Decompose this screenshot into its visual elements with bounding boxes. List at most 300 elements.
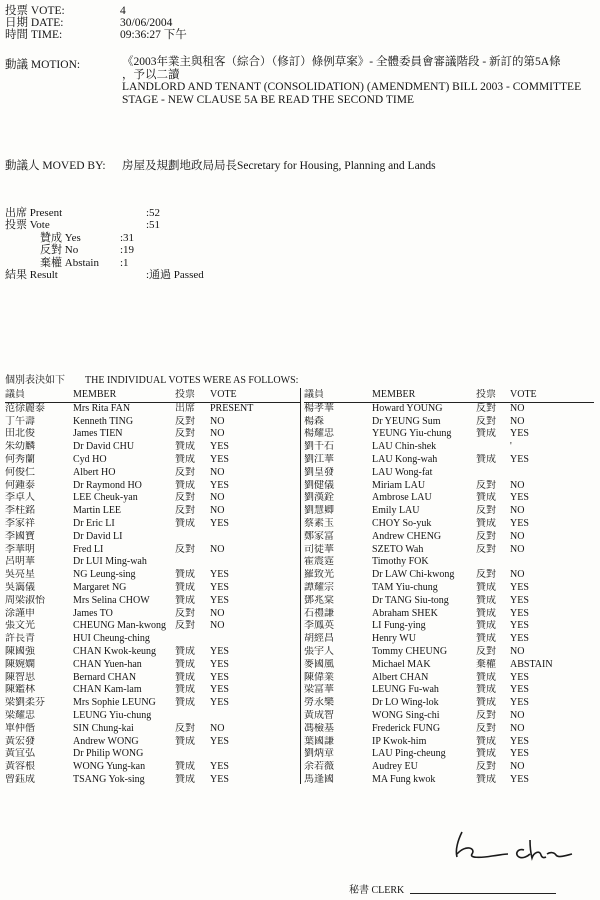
table-row <box>304 428 594 441</box>
vote-en: NO <box>210 620 225 632</box>
member-name-zh: 李鳳英 <box>304 620 334 632</box>
yes-value: :31 <box>120 232 135 244</box>
votes-table-right <box>304 389 594 787</box>
vote-en: NO <box>510 569 525 581</box>
individual-votes-title-en: THE INDIVIDUAL VOTES WERE AS FOLLOWS: <box>85 375 299 386</box>
vote-en: YES <box>210 517 229 529</box>
member-name-en: Tommy CHEUNG <box>372 645 448 657</box>
vote-zh: 贊成 <box>175 735 195 747</box>
vote-zh: 贊成 <box>175 645 195 657</box>
table-row <box>304 697 594 710</box>
member-name-zh: 鄭家富 <box>304 530 334 542</box>
member-name-zh: 曾鈺成 <box>5 773 35 785</box>
vote-zh <box>175 710 210 723</box>
member-name-zh: 劉江華 <box>304 453 334 465</box>
table-row <box>304 531 594 544</box>
table-row <box>304 774 594 787</box>
time-label: 時間 TIME: <box>5 29 63 41</box>
votes-left-body <box>5 402 300 786</box>
member-name-zh: 陳鑑林 <box>5 684 35 696</box>
member-name-en: Dr LO Wing-lok <box>372 697 439 709</box>
member-name-zh: 呂明華 <box>5 556 35 568</box>
member-name-zh: 黃宏發 <box>5 735 35 747</box>
vote-en: YES <box>510 748 529 760</box>
member-name-zh: 丁午壽 <box>5 415 35 427</box>
motion-english-line1: LANDLORD AND TENANT (CONSOLIDATION) (AMENDMENT) BILL 2003 - COMMITTEE <box>122 81 582 93</box>
table-row <box>304 736 594 749</box>
vote-en <box>510 467 594 480</box>
vote-en: YES <box>210 658 229 670</box>
member-name-en: Margaret NG <box>73 581 127 593</box>
vote-en <box>210 748 300 761</box>
member-name-zh: 劉炳章 <box>304 748 334 760</box>
table-row <box>304 646 594 659</box>
member-name-zh: 劉皇發 <box>304 466 334 478</box>
table-row <box>5 620 300 633</box>
table-row <box>5 441 300 454</box>
moved-by-label: 動議人 MOVED BY: <box>5 160 106 172</box>
member-name-en: Mrs Selina CHOW <box>73 594 150 606</box>
member-name-zh: 李華明 <box>5 543 35 555</box>
table-row <box>5 748 300 761</box>
member-name-zh: 陳婉嫻 <box>5 658 35 670</box>
vote-en: NO <box>510 505 525 517</box>
vote-en: YES <box>210 594 229 606</box>
vote-zh: 贊成 <box>175 658 195 670</box>
table-row <box>304 659 594 672</box>
member-name-zh: 田北俊 <box>5 428 35 440</box>
col-vote-en: VOTE <box>210 389 300 402</box>
member-name-en: TSANG Yok-sing <box>73 773 145 785</box>
member-name-en: Dr YEUNG Sum <box>372 415 441 427</box>
vote-en: NO <box>210 722 225 734</box>
vote-en: ABSTAIN <box>510 658 553 670</box>
vote-en: NO <box>210 415 225 427</box>
vote-zh <box>175 556 210 569</box>
col-member-zh: 議員 <box>304 389 372 402</box>
member-name-en: Timothy FOK <box>372 556 429 568</box>
vote-en: YES <box>510 517 529 529</box>
vote-en: YES <box>510 607 529 619</box>
table-row <box>304 608 594 621</box>
table-row <box>304 505 594 518</box>
vote-zh: 贊成 <box>175 479 195 491</box>
table-row <box>5 454 300 467</box>
member-name-en: LAU Wong-fat <box>372 466 433 478</box>
clerk-signature <box>448 824 578 864</box>
member-name-en: Dr LUI Ming-wah <box>73 556 147 568</box>
vote-zh: 反對 <box>476 479 496 491</box>
member-name-en: MA Fung kwok <box>372 773 436 785</box>
member-name-en: James TO <box>73 607 113 619</box>
motion-chinese-line2: ，予以二讀 <box>122 68 180 81</box>
vote-en <box>210 556 300 569</box>
table-row <box>5 723 300 736</box>
vote-zh: 贊成 <box>175 441 195 453</box>
member-name-en: Fred LI <box>73 543 104 555</box>
motion-english-line2: STAGE - NEW CLAUSE 5A BE READ THE SECOND TIME <box>122 93 415 106</box>
member-name-zh: 楊孝華 <box>304 402 334 414</box>
vote-zh: 贊成 <box>175 671 195 683</box>
member-name-zh: 陳國強 <box>5 645 35 657</box>
table-row <box>304 672 594 685</box>
member-name-en: WONG Yung-kan <box>73 761 146 773</box>
table-row <box>5 467 300 480</box>
col-vote-zh: 投票 <box>175 389 210 402</box>
vote-en: YES <box>210 684 229 696</box>
member-name-en: Miriam LAU <box>372 479 426 491</box>
col-vote-en: VOTE <box>510 389 594 402</box>
vote-en: YES <box>210 735 229 747</box>
vote-zh: 反對 <box>175 415 195 427</box>
member-name-zh: 馬逢國 <box>304 773 334 785</box>
vote-en: NO <box>510 530 525 542</box>
member-name-en: LEUNG Yiu-chung <box>73 709 152 721</box>
member-name-zh: 楊耀忠 <box>304 428 334 440</box>
vote-number: 4 <box>120 5 126 17</box>
member-name-zh: 吳靄儀 <box>5 581 35 593</box>
member-name-zh: 李柱銘 <box>5 505 35 517</box>
table-row <box>5 710 300 723</box>
table-row <box>5 595 300 608</box>
member-name-zh: 梁劉柔芬 <box>5 697 45 709</box>
vote-en: YES <box>510 684 529 696</box>
vote-zh: 贊成 <box>175 697 195 709</box>
motion-text <box>122 56 581 106</box>
vote-zh: 反對 <box>476 569 496 581</box>
member-name-en: SZETO Wah <box>372 543 424 555</box>
vote-zh: 反對 <box>175 492 195 504</box>
vote-en: NO <box>510 709 525 721</box>
motion-label: 動議 MOTION: <box>5 59 81 71</box>
member-name-en: Albert CHAN <box>372 671 429 683</box>
table-row <box>5 646 300 659</box>
vote-zh: 贊成 <box>476 748 496 760</box>
member-name-zh: 陳偉業 <box>304 671 334 683</box>
vote-en: YES <box>210 581 229 593</box>
member-name-en: LI Fung-ying <box>372 620 426 632</box>
table-header-row <box>304 389 594 402</box>
table-row <box>304 492 594 505</box>
member-name-zh: 吳亮星 <box>5 569 35 581</box>
vote-zh: 出席 <box>175 402 195 414</box>
member-name-en: Mrs Rita FAN <box>73 402 131 414</box>
vote-number-label: 投票 VOTE: <box>5 5 65 17</box>
member-name-en: James TIEN <box>73 428 123 440</box>
table-row <box>304 454 594 467</box>
member-name-zh: 勞永樂 <box>304 697 334 709</box>
vote-zh: 反對 <box>476 543 496 555</box>
vote-zh: 贊成 <box>476 607 496 619</box>
member-name-en: Mrs Sophie LEUNG <box>73 697 156 709</box>
vote-en: NO <box>210 492 225 504</box>
vote-en: NO <box>510 415 525 427</box>
member-name-en: SIN Chung-kai <box>73 722 134 734</box>
vote-zh: 贊成 <box>175 569 195 581</box>
member-name-zh: 何鍾泰 <box>5 479 35 491</box>
time-value: 09:36:27 下午 <box>120 29 187 41</box>
table-row <box>304 620 594 633</box>
member-name-zh: 范徐麗泰 <box>5 402 45 414</box>
vote-zh: 贊成 <box>175 761 195 773</box>
member-name-zh: 朱幼麟 <box>5 441 35 453</box>
vote-en: YES <box>210 761 229 773</box>
member-name-en: TAM Yiu-chung <box>372 581 438 593</box>
member-name-en: Dr Philip WONG <box>73 748 144 760</box>
table-row <box>5 761 300 774</box>
table-row <box>304 544 594 557</box>
vote-zh: 贊成 <box>476 671 496 683</box>
member-name-en: HUI Cheung-ching <box>73 633 150 645</box>
date-label: 日期 DATE: <box>5 17 64 29</box>
table-row <box>304 402 594 415</box>
table-row <box>304 569 594 582</box>
table-row <box>5 402 300 415</box>
member-name-zh: 何秀蘭 <box>5 453 35 465</box>
member-name-en: Michael MAK <box>372 658 431 670</box>
individual-votes-title-zh: 個別表決如下 <box>5 375 65 386</box>
member-name-en: Howard YOUNG <box>372 402 443 414</box>
member-name-zh: 李國寶 <box>5 530 35 542</box>
vote-zh <box>175 633 210 646</box>
vote-en: YES <box>210 773 229 785</box>
member-name-en: Cyd HO <box>73 453 107 465</box>
vote-zh: 贊成 <box>175 684 195 696</box>
table-row <box>5 633 300 646</box>
table-row <box>304 518 594 531</box>
table-row <box>5 582 300 595</box>
member-name-zh: 梁耀忠 <box>5 709 35 721</box>
vote-en: NO <box>510 402 525 414</box>
member-name-zh: 黃宜弘 <box>5 748 35 760</box>
clerk-label: 秘書 CLERK <box>349 885 405 896</box>
date-value: 30/06/2004 <box>120 17 173 29</box>
member-name-en: YEUNG Yiu-chung <box>372 428 452 440</box>
vote-zh: 贊成 <box>476 735 496 747</box>
vote-zh: 反對 <box>175 466 195 478</box>
vote-en: YES <box>210 569 229 581</box>
member-name-en: Albert HO <box>73 466 116 478</box>
vote-en: YES <box>510 594 529 606</box>
member-name-zh: 蔡素玉 <box>304 517 334 529</box>
vote-en: YES <box>510 581 529 593</box>
member-name-en: Audrey EU <box>372 761 418 773</box>
member-name-en: Martin LEE <box>73 505 122 517</box>
member-name-zh: 周梁淑怡 <box>5 594 45 606</box>
member-name-en: LAU Chin-shek <box>372 441 437 453</box>
table-row <box>304 556 594 569</box>
member-name-en: Dr Eric LI <box>73 517 115 529</box>
member-name-zh: 麥國風 <box>304 658 334 670</box>
member-name-zh: 涂謹申 <box>5 607 35 619</box>
member-name-en: Henry WU <box>372 633 416 645</box>
table-row <box>304 595 594 608</box>
no-value: :19 <box>120 244 135 256</box>
vote-zh <box>175 748 210 761</box>
member-name-zh: 霍震霆 <box>304 556 334 568</box>
table-row <box>5 672 300 685</box>
vote-en: NO <box>210 607 225 619</box>
votes-table-left <box>5 389 300 787</box>
member-name-en: Kenneth TING <box>73 415 134 427</box>
vote-zh: 反對 <box>476 505 496 517</box>
vote-en: NO <box>510 722 525 734</box>
member-name-zh: 石禮謙 <box>304 607 334 619</box>
votes-right-body <box>304 402 594 786</box>
vote-en: YES <box>510 633 529 645</box>
vote-zh: 贊成 <box>476 428 496 440</box>
vote-zh: 反對 <box>476 402 496 414</box>
vote-en: NO <box>210 466 225 478</box>
member-name-en: CHOY So-yuk <box>372 517 432 529</box>
vote-en: NO <box>210 505 225 517</box>
member-name-zh: 陳智思 <box>5 671 35 683</box>
member-name-zh: 司徒華 <box>304 543 334 555</box>
member-name-zh: 劉慧卿 <box>304 505 334 517</box>
vote-zh: 反對 <box>476 415 496 427</box>
member-name-en: Dr David LI <box>73 530 123 542</box>
member-name-en: Ambrose LAU <box>372 492 432 504</box>
vote-en <box>210 633 300 646</box>
vote-zh: 反對 <box>175 722 195 734</box>
vote-zh: 贊成 <box>476 492 496 504</box>
table-row <box>304 684 594 697</box>
vote-zh: 贊成 <box>476 684 496 696</box>
table-row <box>5 556 300 569</box>
table-row <box>5 774 300 787</box>
member-name-en: WONG Sing-chi <box>372 709 440 721</box>
motion-chinese-line1: 《2003年業主與租客（綜合）（修訂）條例草案》- 全體委員會審議階段 - 新訂的第5A條 <box>122 56 561 68</box>
vote-en: YES <box>510 773 529 785</box>
member-name-zh: 鄧兆棠 <box>304 594 334 606</box>
table-row <box>5 697 300 710</box>
member-name-zh: 劉健儀 <box>304 479 334 491</box>
vote-en: YES <box>510 697 529 709</box>
table-row <box>5 492 300 505</box>
member-name-en: Dr David CHU <box>73 441 135 453</box>
table-row <box>5 518 300 531</box>
vote-zh <box>175 531 210 544</box>
member-name-en: Andrew CHENG <box>372 530 442 542</box>
vote-en: YES <box>510 671 529 683</box>
table-row <box>304 761 594 774</box>
vote-en: YES <box>210 671 229 683</box>
table-row <box>304 441 594 454</box>
member-name-zh: 單仲偕 <box>5 722 35 734</box>
vote-zh: 贊成 <box>175 517 195 529</box>
member-name-zh: 葉國謙 <box>304 735 334 747</box>
member-name-zh: 余若薇 <box>304 761 334 773</box>
vote-zh: 反對 <box>476 761 496 773</box>
table-row <box>5 608 300 621</box>
vote-en: NO <box>210 428 225 440</box>
vote-count-label: 投票 Vote <box>5 219 50 231</box>
abstain-value: :1 <box>120 257 129 269</box>
member-name-en: Dr LAW Chi-kwong <box>372 569 455 581</box>
col-member-zh: 議員 <box>5 389 73 402</box>
vote-zh: 贊成 <box>175 773 195 785</box>
table-header-row <box>5 389 300 402</box>
mover: 房屋及規劃地政局局長Secretary for Housing, Planning and Lands <box>122 160 436 172</box>
member-name-zh: 黃容根 <box>5 761 35 773</box>
vote-en: YES <box>210 453 229 465</box>
clerk-signature-line <box>410 893 556 894</box>
table-row <box>5 505 300 518</box>
result-value: :通過 Passed <box>146 269 204 281</box>
abstain-label: 棄權 Abstain <box>40 257 99 269</box>
member-name-en: CHAN Yuen-han <box>73 658 142 670</box>
member-name-en: Andrew WONG <box>73 735 139 747</box>
table-row <box>5 659 300 672</box>
vote-zh: 棄權 <box>476 658 496 670</box>
vote-en: NO <box>510 761 525 773</box>
vote-zh: 贊成 <box>476 453 496 465</box>
vote-en: ' <box>510 441 512 453</box>
member-name-zh: 李家祥 <box>5 517 35 529</box>
vote-en: YES <box>210 479 229 491</box>
member-name-zh: 梁富華 <box>304 684 334 696</box>
present-value: :52 <box>146 207 161 219</box>
table-row <box>5 531 300 544</box>
member-name-zh: 楊森 <box>304 415 324 427</box>
member-name-en: Emily LAU <box>372 505 420 517</box>
col-member-en: MEMBER <box>73 389 175 402</box>
member-name-en: CHEUNG Man-kwong <box>73 620 167 632</box>
vote-en: NO <box>210 543 225 555</box>
vote-en: PRESENT <box>210 402 254 414</box>
member-name-zh: 黃成智 <box>304 709 334 721</box>
vote-zh <box>476 556 510 569</box>
vote-zh <box>476 441 510 454</box>
table-row <box>304 480 594 493</box>
vote-zh: 贊成 <box>175 581 195 593</box>
member-name-zh: 李卓人 <box>5 492 35 504</box>
vote-zh: 贊成 <box>476 697 496 709</box>
table-row <box>304 633 594 646</box>
table-row <box>304 416 594 429</box>
member-name-en: CHAN Kam-lam <box>73 684 142 696</box>
member-name-zh: 張宇人 <box>304 645 334 657</box>
table-row <box>5 416 300 429</box>
vote-en: YES <box>510 492 529 504</box>
vote-zh: 贊成 <box>476 581 496 593</box>
member-name-zh: 許長青 <box>5 633 35 645</box>
member-name-en: LAU Kong-wah <box>372 453 438 465</box>
vote-en: NO <box>510 479 525 491</box>
table-row <box>304 582 594 595</box>
table-row <box>304 467 594 480</box>
member-name-en: IP Kwok-him <box>372 735 427 747</box>
member-name-zh: 張文光 <box>5 620 35 632</box>
vote-en: YES <box>510 453 529 465</box>
vote-zh: 反對 <box>476 530 496 542</box>
vote-zh: 贊成 <box>476 517 496 529</box>
vote-zh: 贊成 <box>175 453 195 465</box>
vote-zh: 反對 <box>175 620 195 632</box>
no-label: 反對 No <box>40 244 79 256</box>
member-name-en: CHAN Kwok-keung <box>73 645 157 657</box>
member-name-zh: 劉漢銓 <box>304 492 334 504</box>
individual-votes-title <box>5 371 316 386</box>
member-name-zh: 胡經昌 <box>304 633 334 645</box>
vote-en: YES <box>510 428 529 440</box>
vote-zh: 反對 <box>175 505 195 517</box>
member-name-zh: 羅致光 <box>304 569 334 581</box>
member-name-en: LEUNG Fu-wah <box>372 684 439 696</box>
member-name-zh: 何俊仁 <box>5 466 35 478</box>
member-name-en: NG Leung-sing <box>73 569 136 581</box>
table-row <box>5 544 300 557</box>
